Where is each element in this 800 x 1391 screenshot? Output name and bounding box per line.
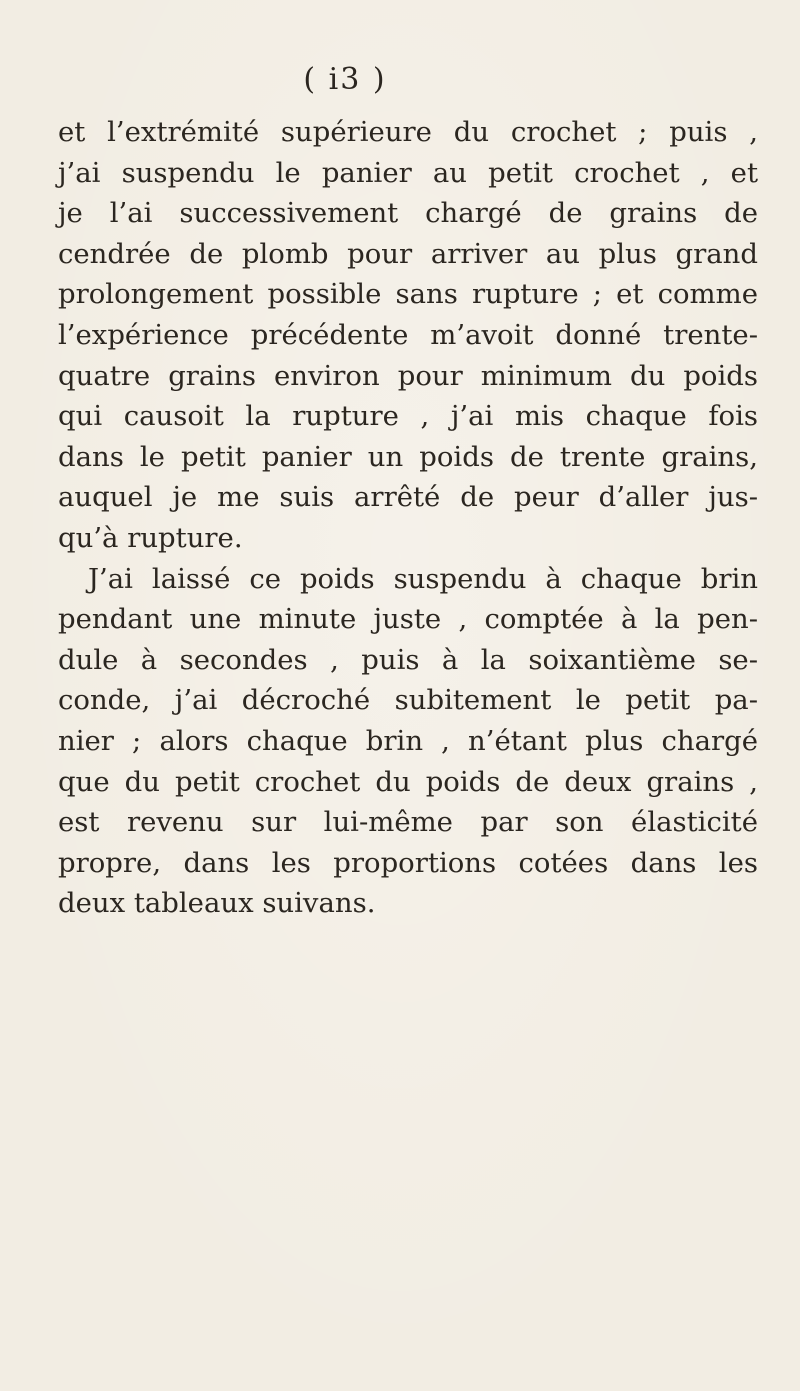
text-line: propre, dans les proportions cotées dans les (58, 846, 758, 879)
text-line: nier ; alors chaque brin , n’étant plus chargé (58, 724, 758, 757)
text-line: dans le petit panier un poids de trente grains, (58, 440, 758, 473)
body-text (58, 112, 758, 924)
text-line: auquel je me suis arrêté de peur d’aller jus- (58, 481, 758, 514)
text-line: l’expérience précédente m’avoit donné trente- (58, 318, 758, 351)
text-line: est revenu sur lui-même par son élasticité (58, 806, 758, 839)
text-line: dule à secondes , puis à la soixantième se- (58, 643, 758, 676)
page-number: ( i3 ) (303, 62, 387, 97)
text-line: qui causoit la rupture , j’ai mis chaque fois (58, 400, 758, 433)
paragraph-start-line: J’ai laissé ce poids suspendu à chaque brin (88, 562, 758, 595)
paragraph-end-line: deux tableaux suivans. (58, 887, 376, 920)
text-line: prolongement possible sans rupture ; et comme (58, 278, 758, 311)
text-line: pendant une minute juste , comptée à la pen- (58, 603, 758, 636)
text-line: cendrée de plomb pour arriver au plus grand (58, 237, 758, 270)
text-line: je l’ai successivement chargé de grains de (58, 197, 758, 230)
text-line: conde, j’ai décroché subitement le petit pa- (58, 684, 758, 717)
text-line: j’ai suspendu le panier au petit crochet , et (58, 156, 758, 189)
paragraph-end-line: qu’à rupture. (58, 521, 243, 554)
text-line: et l’extrémité supérieure du crochet ; puis , (58, 116, 758, 148)
text-line: que du petit crochet du poids de deux grains , (58, 765, 758, 798)
text-line: quatre grains environ pour minimum du poids (58, 359, 758, 392)
